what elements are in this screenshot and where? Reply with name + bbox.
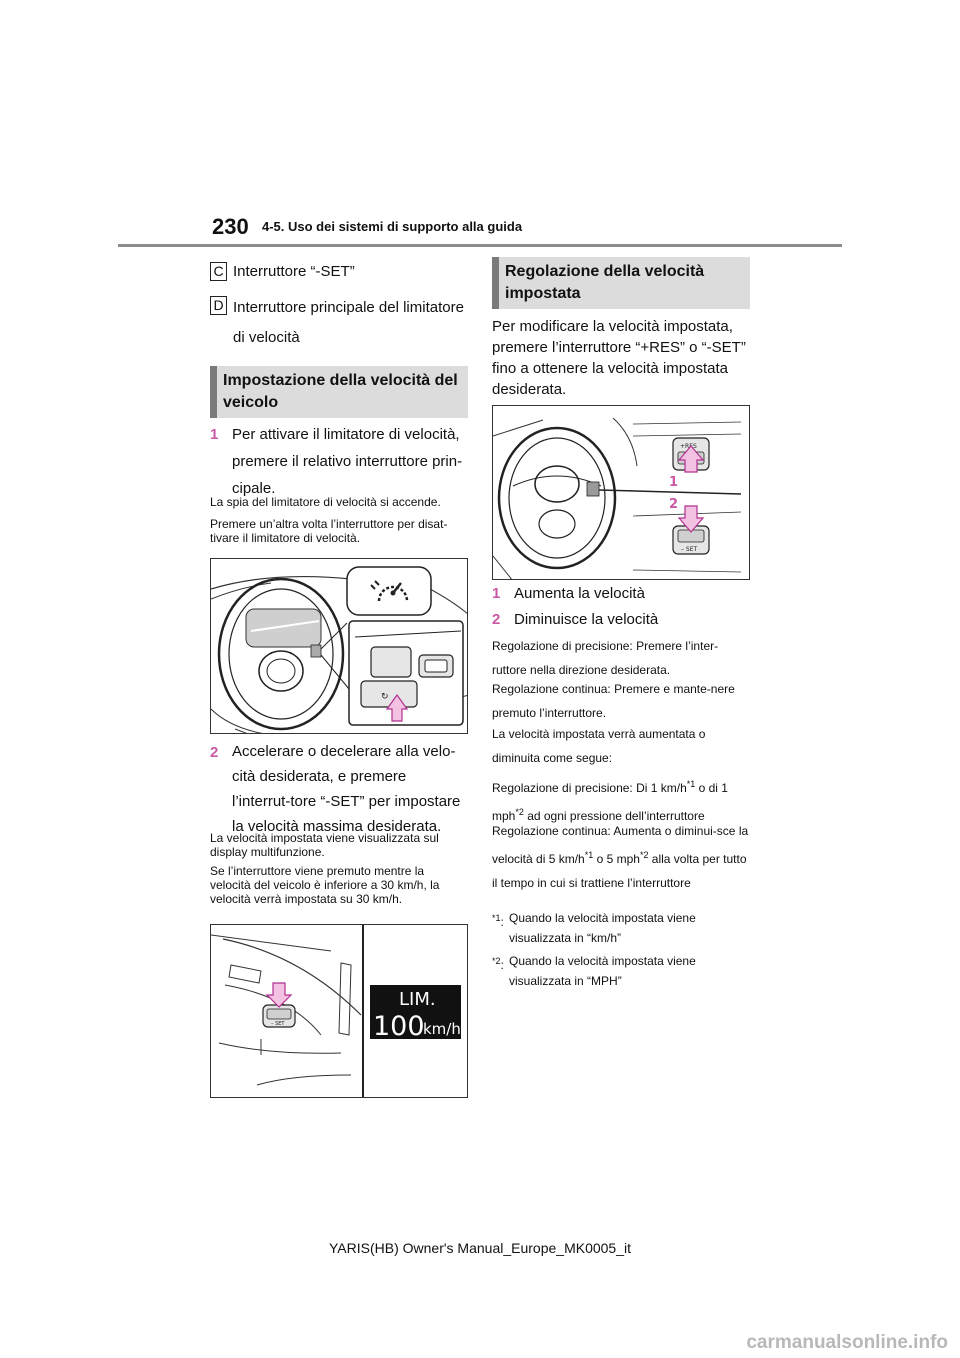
letter-d-box: D [210,296,227,315]
note-display: La velocità impostata viene visualizzata sul display multifunzione. [210,831,439,859]
step-1 [210,421,468,502]
figure-set-switch [210,924,468,1098]
cont-sup-2: *2 [639,850,649,860]
step-1-number: 1 [210,426,219,443]
cont-text-2: o 5 mph [593,852,640,866]
label-c-text: Interruttore “-SET” [233,263,355,280]
fig-label-2: 2 [669,497,679,512]
note-continuous: Regolazione continua: Premere e mante-nere premuto l’interruttore. [492,682,735,720]
footnote-1-mark: *1 [492,913,501,923]
note-how-changed: La velocità impostata verrà aumentata o diminuita come segue: [492,727,706,765]
cont-sup-1: *1 [584,850,594,860]
cont-text-3: alla volta per tutto il tempo in cui si trattiene l’interruttore [492,852,747,890]
step-2-text: Accelerare o decelerare alla velo-cità desiderata, e premere l’interrut-tore “-SET” per impostare la velocità massima desiderata. [232,743,461,835]
page-number: 230 [212,214,249,239]
intro-adjust: Per modificare la velocità impostata, premere l’interruttore “+RES” o “-SET” fino a ottenere la velocità impostata desiderata. [492,318,746,398]
item-increase [492,580,750,607]
display-unit: km/h [423,1020,461,1038]
display-lim: LIM. [399,989,436,1010]
note-precision: Regolazione di precisione: Premere l’inter-ruttore nella direzione desiderata. [492,639,719,677]
note-continuous-step [492,819,750,895]
fine-text-1: Regolazione di precisione: Di 1 km/h [492,781,687,795]
display-speed: 100 [373,1011,425,1042]
figure-set-switch-drawing [211,925,468,1098]
label-c [210,259,468,285]
footnote-2: $^{*2}$: Quando la velocità impostata viene visualizzata in “MPH” [492,951,750,991]
fig-set-label: – SET [681,546,698,553]
item-2-number: 2 [492,611,501,628]
fine-text-2: o di 1 mph [492,781,728,823]
item-decrease [492,606,750,633]
fig-label-1: 1 [669,475,679,490]
item-1-text: Aumenta la velocità [514,585,645,602]
step-1-text: Per attivare il limitatore di velocità, premere il relativo interruttore prin-cipale. [232,426,463,497]
step-2-number: 2 [210,744,219,761]
note-indicator: La spia del limitatore di velocità si accende. [210,495,441,509]
figure-main-switch [210,558,468,734]
fine-sup-2: *2 [515,807,524,817]
item-1-number: 1 [492,585,501,602]
page-footer: YARIS(HB) Owner's Manual_Europe_MK0005_it [329,1240,631,1256]
heading-set-speed: Impostazione della velocità del veicolo [210,366,468,418]
header-rule [118,244,842,247]
note-30kmh: Se l’interruttore viene premuto mentre la velocità del veicolo è inferiore a 30 km/h, la velocità verrà impostata su 30 km/h. [210,864,440,906]
step-2 [210,739,468,839]
fine-sup-1: *1 [686,779,696,789]
set-switch-label: – SET [271,1021,285,1027]
footnote-2-mark: *2 [492,956,501,966]
footnote-2-text: Quando la velocità impostata viene visualizzata in “MPH” [509,954,696,988]
letter-c-box: C [210,262,227,281]
fine-text-3: ad ogni pressione dell’interruttore [523,809,705,823]
footnote-1-text: Quando la velocità impostata viene visualizzata in “km/h” [509,911,696,945]
cont-text-1: Regolazione continua: Aumenta o diminui-sce la velocità di 5 km/h [492,824,749,866]
watermark: carmanualsonline.info [746,1332,948,1353]
figure-main-switch-drawing [211,559,468,734]
item-2-text: Diminuisce la velocità [514,611,659,628]
footnote-1: $^{*1}$: Quando la velocità impostata viene visualizzata in “km/h” [492,908,750,948]
label-d [210,293,468,353]
heading-adjust-speed: Regolazione della velocità impostata [492,257,750,309]
figure-res-set-drawing [493,406,750,580]
fig-res-label: +RES [680,443,697,450]
label-d-text: Interruttore principale del limitatore di velocità [233,299,464,346]
svg-text:↻: ↻ [381,692,389,702]
note-deactivate: Premere un’altra volta l’interruttore per disat-tivare il limitatore di velocità. [210,517,448,545]
section-title: 4-5. Uso dei sistemi di supporto alla guida [262,219,523,234]
figure-res-set [492,405,750,580]
